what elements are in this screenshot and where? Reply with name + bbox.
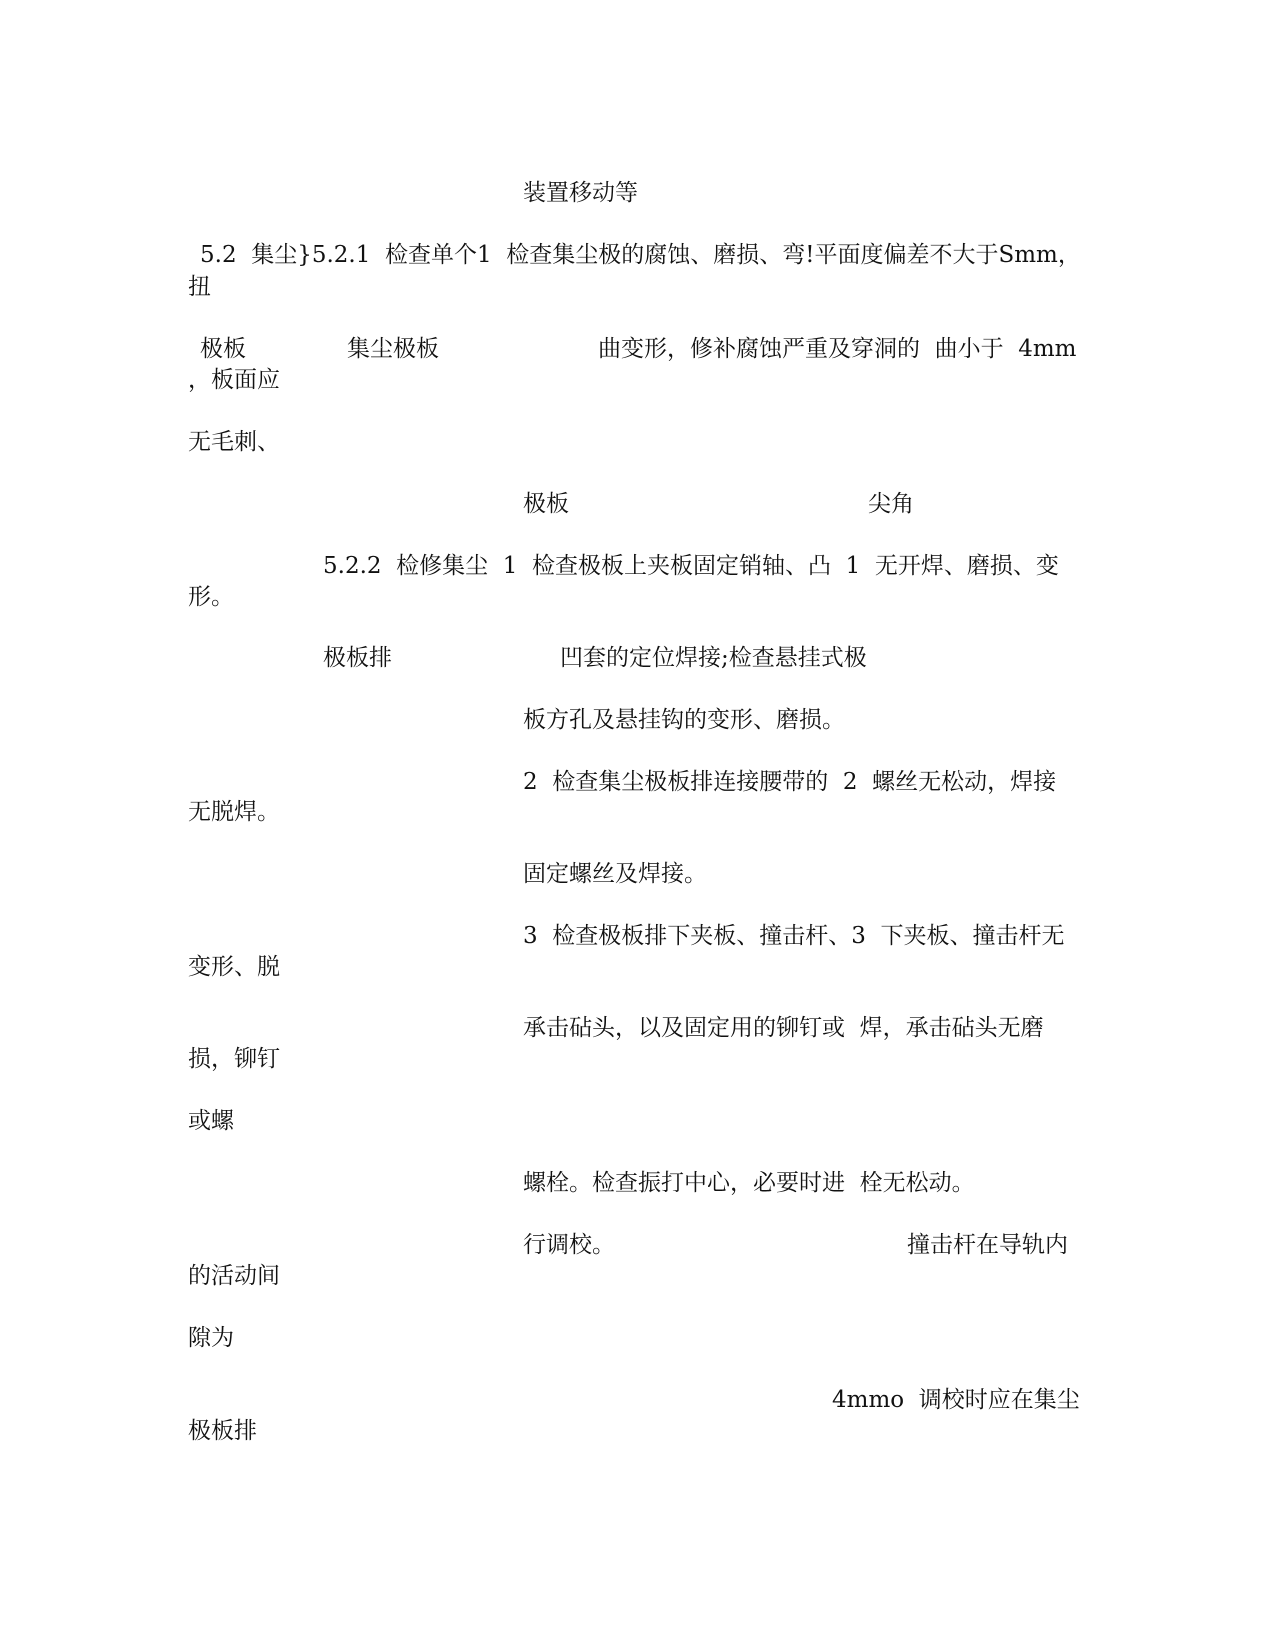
text-line: 或螺	[188, 1108, 234, 1134]
text-line: 曲变形，修补腐蚀严重及穿洞的 曲小于 4mm	[598, 336, 1077, 362]
text-line: 2 检查集尘极板排连接腰带的 2 螺丝无松动，焊接	[523, 769, 1057, 795]
text-line: 3 检查极板排下夹板、撞击杆、3 下夹板、撞击杆无	[523, 923, 1065, 949]
text-line: 变形、脱	[188, 954, 280, 980]
text-line: 极板	[200, 336, 246, 362]
text-line: 撞击杆在导轨内	[907, 1232, 1068, 1258]
text-line: 形。	[188, 584, 234, 610]
text-line: 尖角	[868, 491, 914, 517]
text-line: 的活动间	[188, 1263, 280, 1289]
text-line: 螺栓。检查振打中心，必要时进 栓无松动。	[523, 1170, 975, 1196]
text-line: 行调校。	[523, 1232, 615, 1258]
text-line: 极板排	[323, 645, 392, 671]
text-line: 5.2 集尘}5.2.1 检查单个1 检查集尘极的腐蚀、磨损、弯!平面度偏差不大于Smm，	[200, 242, 1081, 268]
text-line: 固定螺丝及焊接。	[523, 861, 707, 887]
text-line: 扭	[188, 274, 211, 300]
text-line: 极板排	[188, 1418, 257, 1444]
text-line: 5.2.2 检修集尘 1 检查极板上夹板固定销轴、凸 1 无开焊、磨损、变	[323, 553, 1059, 579]
text-line: ，板面应	[188, 367, 280, 393]
text-line: 极板	[523, 491, 569, 517]
text-line: 隙为	[188, 1325, 234, 1351]
text-line: 4mmo 调校时应在集尘	[832, 1387, 1080, 1413]
text-line: 装置移动等	[523, 180, 638, 206]
text-line: 板方孔及悬挂钩的变形、磨损。	[523, 707, 845, 733]
text-line: 无毛刺、	[188, 429, 280, 455]
text-line: 损，铆钉	[188, 1046, 280, 1072]
text-line: 承击砧头，以及固定用的铆钉或 焊，承击砧头无磨	[523, 1015, 1044, 1041]
text-line: 无脱焊。	[188, 799, 280, 825]
text-line: 凹套的定位焊接;检查悬挂式极	[560, 645, 867, 671]
text-line: 集尘极板	[347, 336, 439, 362]
